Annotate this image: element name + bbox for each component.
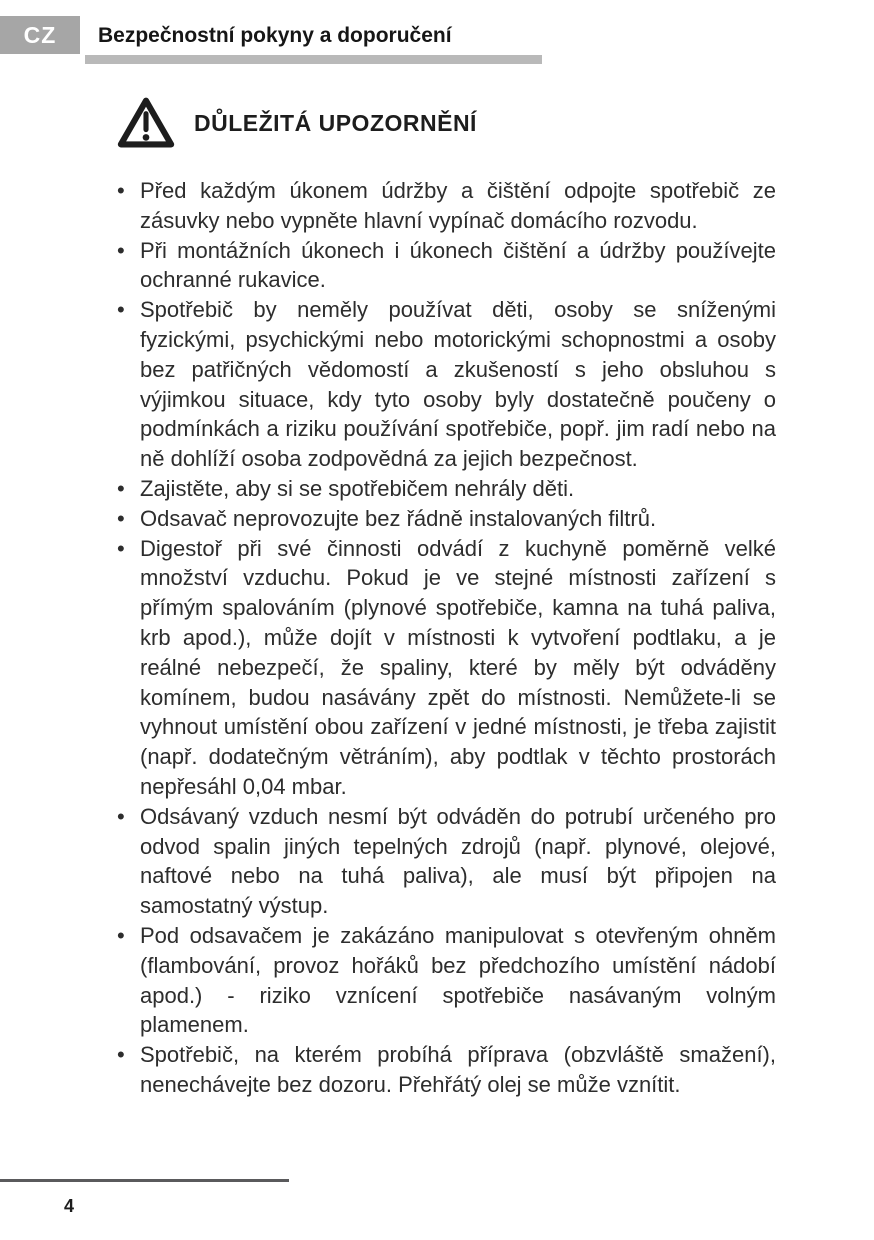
footer-line	[0, 1179, 289, 1182]
list-item: • Odsavač neprovozujte bez řádně instalovaných filtrů.	[140, 504, 776, 534]
page-title: Bezpečnostní pokyny a doporučení	[98, 24, 452, 47]
warning-heading-row	[116, 96, 776, 150]
list-item: • Při montážních úkonech i úkonech čištění a údržby používejte ochranné rukavice.	[140, 236, 776, 296]
language-badge-label: CZ	[23, 21, 57, 48]
list-item: • Digestoř při své činnosti odvádí z kuchyně poměrně velké množství vzduchu. Pokud je ve stejné místnosti zařízení s přímým spalováním (plynové spotřebiče, kamna na tuhá paliva, krb apod.), může dojít v místnosti k vytvoření podtlaku, a je reálné nebezpečí, že spaliny, které by měly být odváděny komínem, budou nasávány zpět do místnosti. Nemůžete-li se vyhnout umístění obou zařízení v jedné místnosti, je třeba zajistit (např. dodatečným větráním), aby podtlak v těchto prostorách nepřesáhl 0,04 mbar.	[140, 534, 776, 802]
list-item: • Před každým úkonem údržby a čištění odpojte spotřebič ze zásuvky nebo vypněte hlavní vypínač domácího rozvodu.	[140, 176, 776, 236]
warning-heading: DŮLEŽITÁ UPOZORNĚNÍ	[194, 109, 477, 136]
header-underline	[85, 55, 542, 64]
page-number: 4	[64, 1196, 75, 1216]
list-item: • Zajistěte, aby si se spotřebičem nehrály děti.	[140, 474, 776, 504]
list-item: • Odsávaný vzduch nesmí být odváděn do potrubí určeného pro odvod spalin jiných tepelných zdrojů (např. plynové, olejové, naftové nebo na tuhá paliva), ale musí být připojen na samostatný výstup.	[140, 802, 776, 921]
language-badge	[0, 16, 80, 54]
warning-triangle-icon	[116, 96, 176, 150]
safety-list	[140, 176, 776, 1100]
list-item: • Pod odsavačem je zakázáno manipulovat s otevřeným ohněm (flambování, provoz hořáků bez předchozího umístění nádobí apod.) - riziko vznícení spotřebiče nasávaným volným plamenem.	[140, 921, 776, 1040]
list-item: • Spotřebič by neměly používat děti, osoby se sníženými fyzickými, psychickými nebo motorickými schopnostmi a osoby bez patřičných vědomostí a zkušeností s jeho obsluhou s výjimkou situace, kdy tyto osoby byly dostatečně poučeny o podmínkách a riziku používání spotřebiče, popř. jim radí nebo na ně dohlíží osoba zodpovědná za jejich bezpečnost.	[140, 295, 776, 474]
list-item: • Spotřebič, na kterém probíhá příprava (obzvláště smažení), nenechávejte bez dozoru. Přehřátý olej se může vznítit.	[140, 1040, 776, 1100]
